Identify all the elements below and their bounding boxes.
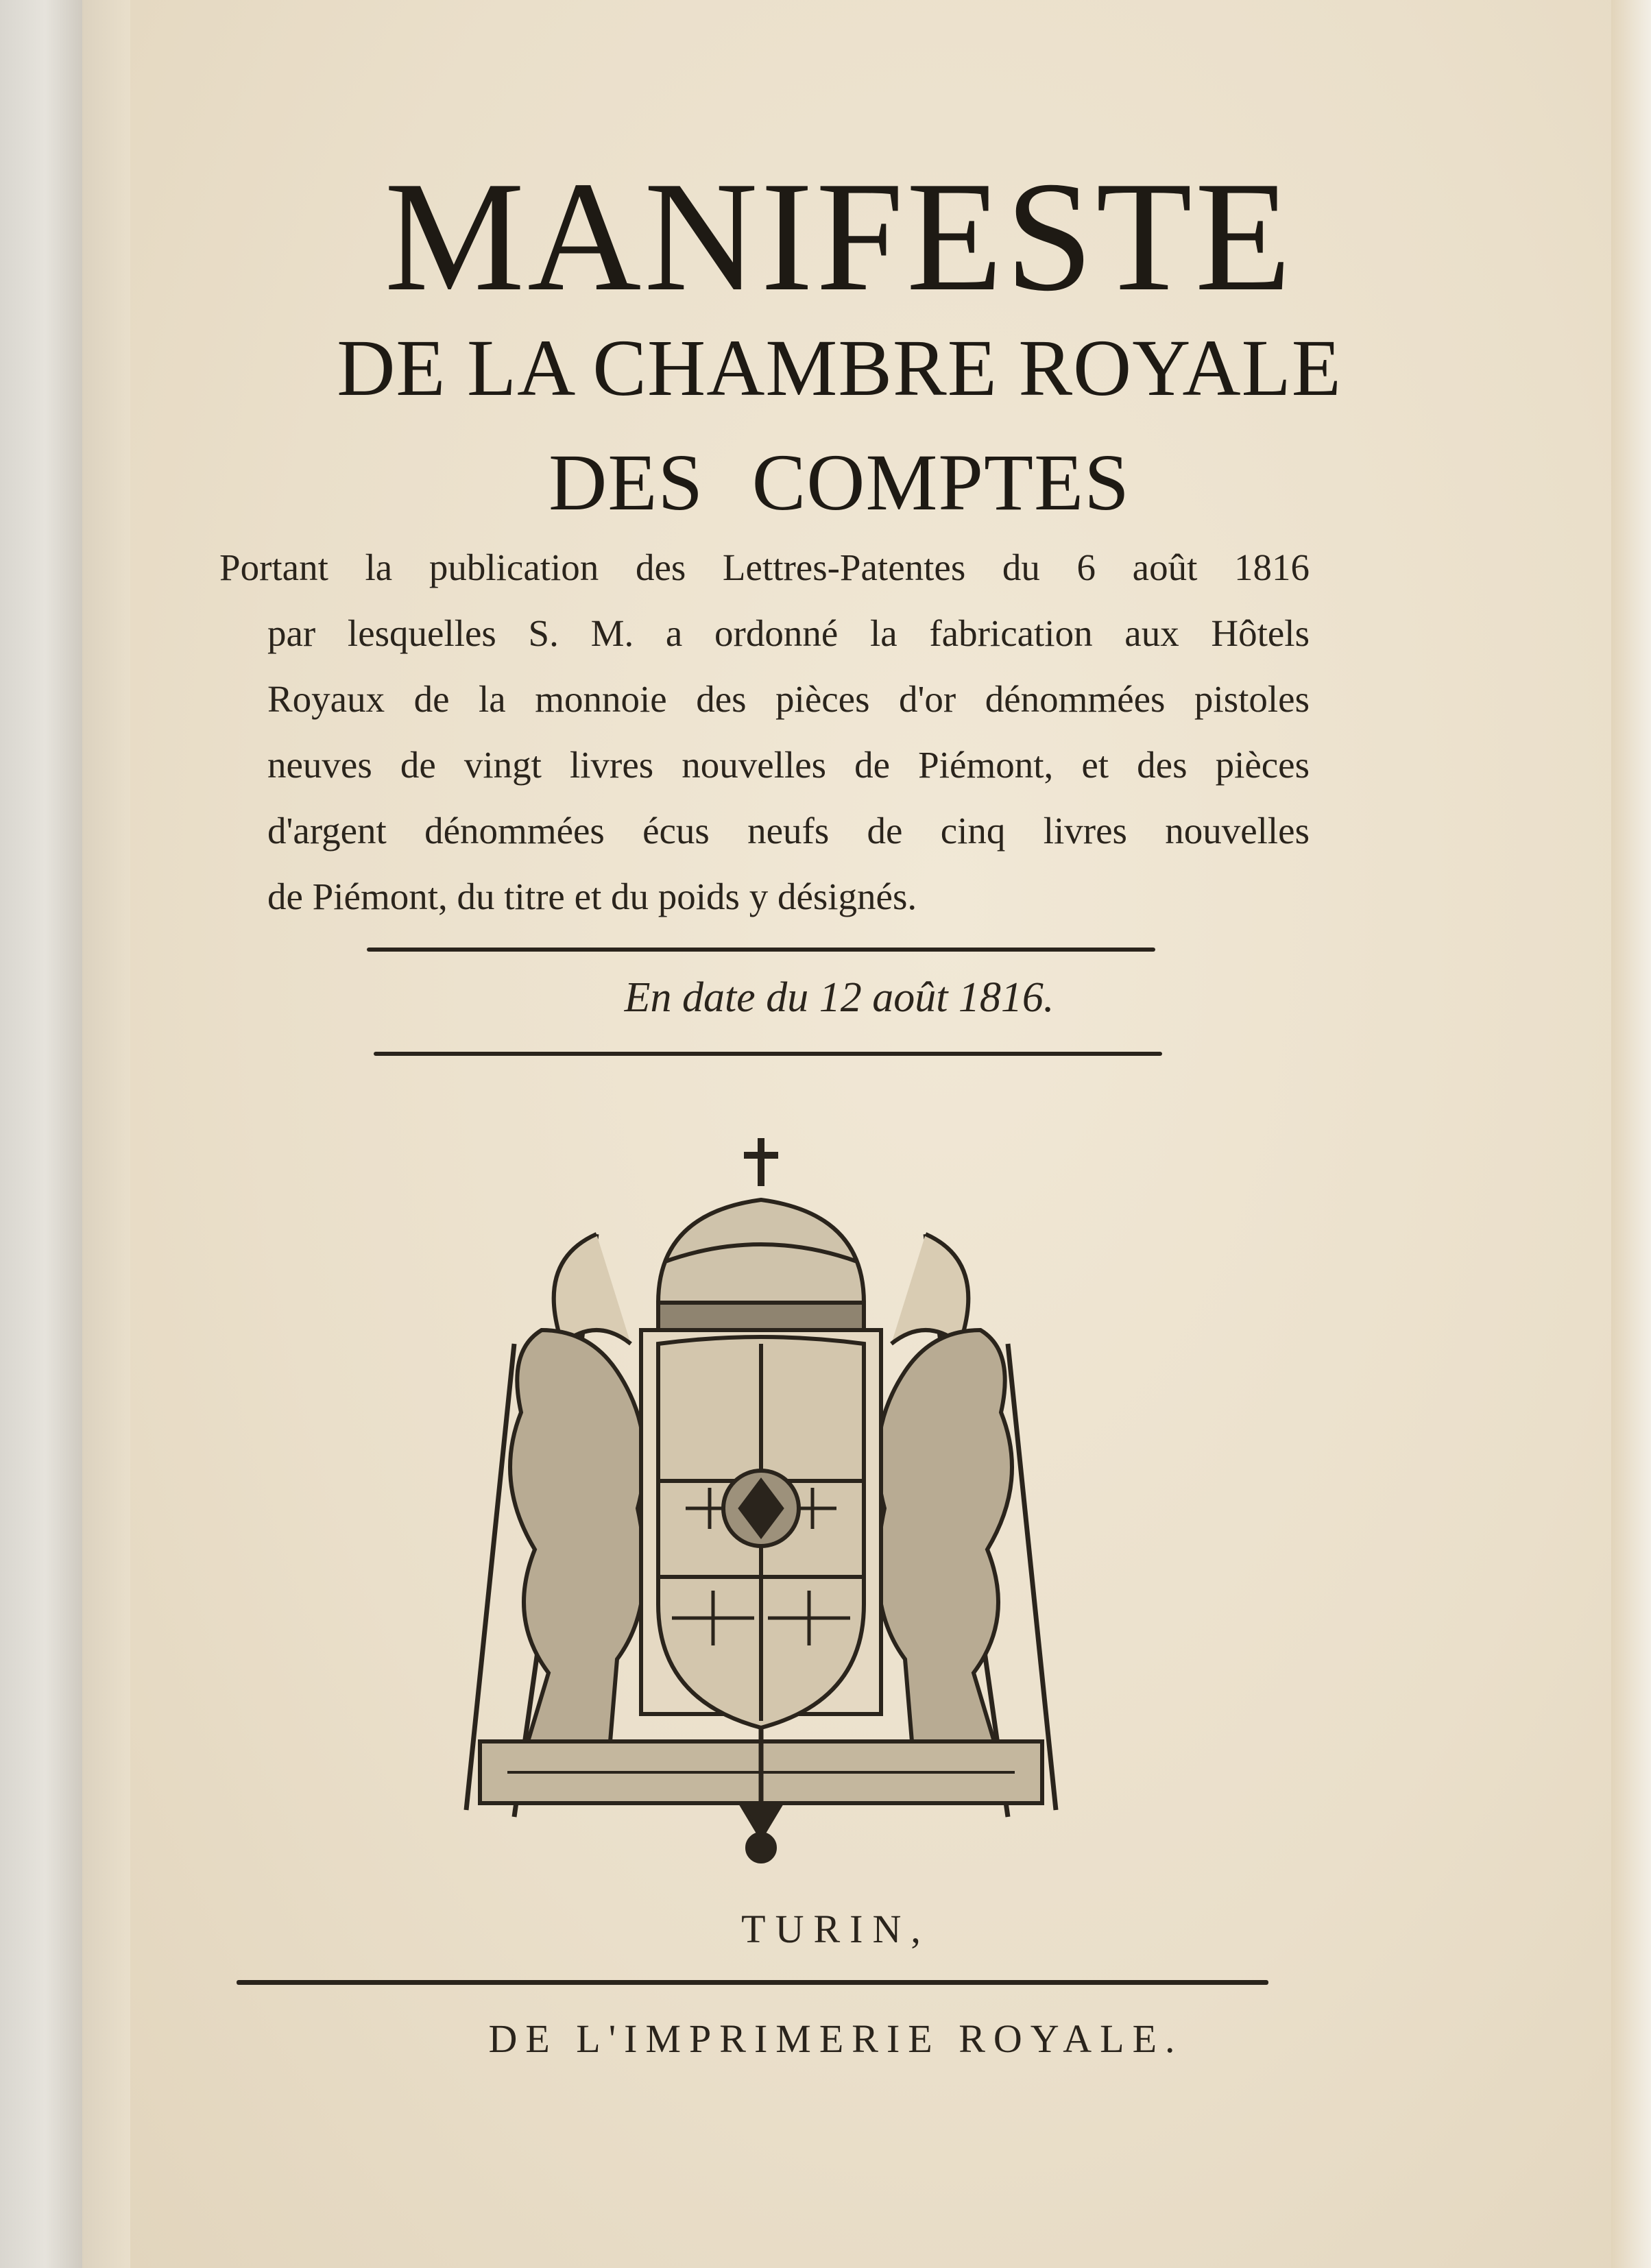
summary-line: Royaux de la monnoie des pièces d'or dénommées pistoles (267, 678, 1310, 720)
document-title: MANIFESTE (384, 149, 1294, 324)
imprint-rule (237, 1980, 1268, 1985)
document-date: En date du 12 août 1816. (624, 974, 1055, 1021)
date-rule-bottom (374, 1052, 1162, 1056)
summary-line: d'argent dénommées écus neufs de cinq livres nouvelles (267, 810, 1310, 852)
date-rule-top (367, 948, 1155, 952)
imprint-printer: DE L'IMPRIMERIE ROYALE. (488, 2016, 1183, 2061)
document-summary (219, 535, 1310, 930)
imprint-city: TURIN, (741, 1907, 930, 1951)
document-subtitle-line2: DES COMPTES (549, 437, 1130, 527)
royal-coat-of-arms-icon (453, 1124, 1070, 1865)
summary-line: Portant la publication des Lettres-Patentes du 6 août 1816 (219, 546, 1310, 588)
summary-line: par lesquelles S. M. a ordonné la fabrication aux Hôtels (267, 612, 1310, 654)
document-subtitle-line1: DE LA CHAMBRE ROYALE (337, 323, 1342, 413)
summary-line: de Piémont, du titre et du poids y désignés. (267, 876, 917, 917)
summary-line: neuves de vingt livres nouvelles de Piémont, et des pièces (267, 744, 1310, 786)
